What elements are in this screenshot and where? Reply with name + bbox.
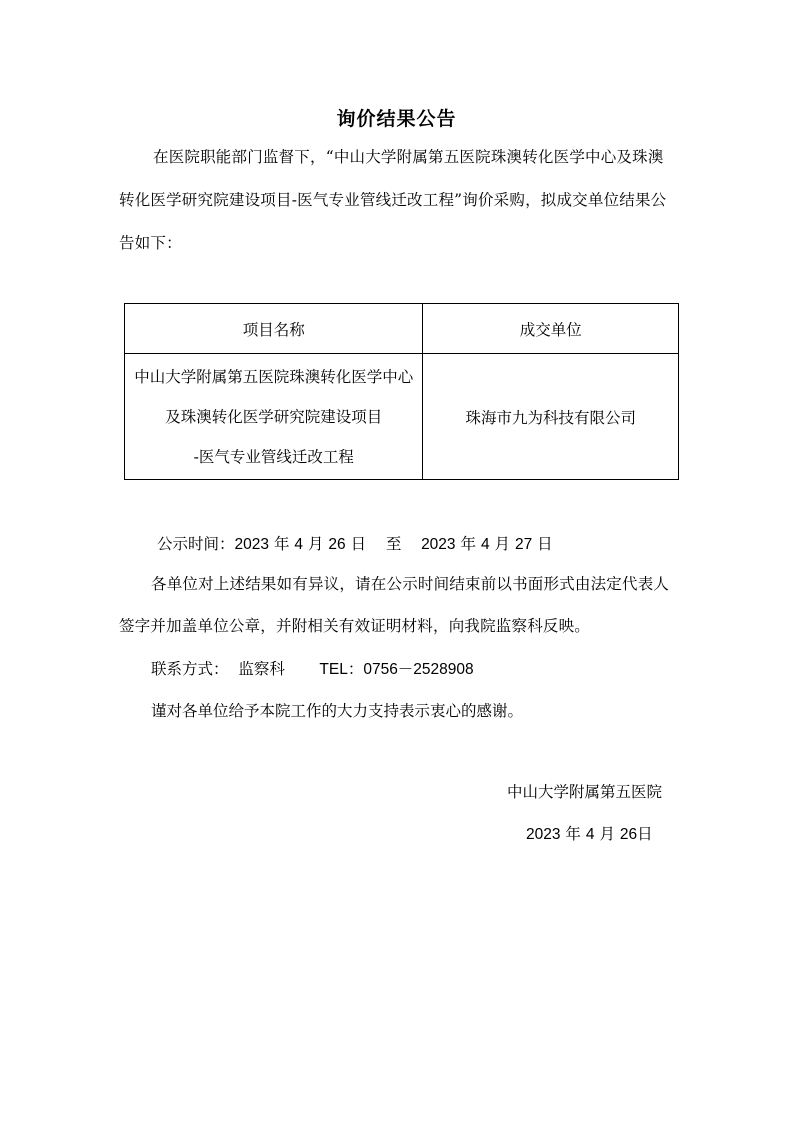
objection-paragraph: 各单位对上述结果如有异议，请在公示时间结束前以书面形式由法定代表人签字并加盖单位公章，并附相关有效证明材料，向我院监察科反映。 <box>119 575 670 635</box>
header-winning-bidder: 成交单位 <box>423 304 679 354</box>
winning-bidder-cell: 珠海市九为科技有限公司 <box>423 354 679 480</box>
signature-organization: 中山大学附属第五医院 <box>507 783 663 801</box>
contact-dept: 监察科 <box>238 660 285 678</box>
project-name-line: 中山大学附属第五医院珠澳转化医学中心 <box>134 367 414 386</box>
thanks-line: 谨对各单位给予本院工作的大力支持表示衷心的感谢。 <box>151 702 524 720</box>
header-project-name: 项目名称 <box>125 304 423 354</box>
table-row <box>125 354 679 480</box>
result-table <box>124 303 679 480</box>
period-label: 公示时间： <box>157 535 235 553</box>
project-name-line: -医气专业管线迁改工程 <box>193 447 354 466</box>
contact-line <box>151 657 474 679</box>
project-name-cell <box>125 354 423 480</box>
table-header-row <box>125 304 679 354</box>
period-to: 至 <box>385 535 402 553</box>
contact-label: 联系方式： <box>151 660 229 678</box>
signature-date: 2023 年 4 月 26日 <box>526 825 653 843</box>
tel-number: 0756－2528908 <box>363 661 474 678</box>
tel-label: TEL： <box>319 661 364 678</box>
notice-title: 询价结果公告 <box>336 108 457 130</box>
project-name-line: 及珠澳转化医学研究院建设项目 <box>165 407 383 426</box>
publicity-period: 公示时间：2023 年 4 月 26 日 至 2023 年 4 月 27 日 <box>157 535 553 553</box>
intro-paragraph: 在医院职能部门监督下，“中山大学附属第五医院珠澳转化医学中心及珠澳转化医学研究院建设项目-医气专业管线迁改工程”询价采购，拟成交单位结果公告如下： <box>119 148 667 252</box>
